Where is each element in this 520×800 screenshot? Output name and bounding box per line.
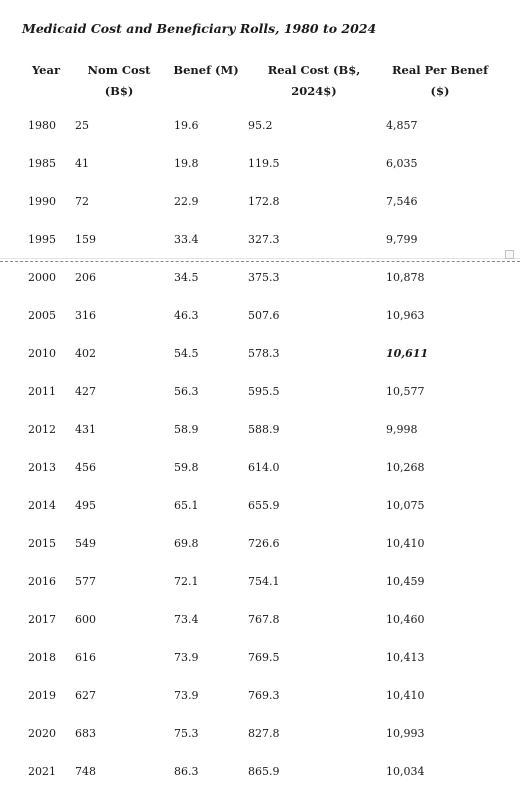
cell-year: 2019 (28, 689, 56, 702)
document-title: Medicaid Cost and Beneficiary Rolls, 1980 to 2024 (22, 21, 377, 36)
cell-nom-cost: 683 (75, 727, 96, 740)
cell-year: 2016 (28, 575, 56, 588)
cell-nom-cost: 72 (75, 195, 89, 208)
cell-nom-cost: 159 (75, 233, 96, 246)
cell-nom-cost: 577 (75, 575, 96, 588)
cell-benef: 19.6 (174, 119, 199, 132)
cell-nom-cost: 549 (75, 537, 96, 550)
table-row (0, 230, 520, 250)
cell-benef: 86.3 (174, 765, 199, 778)
table-row (0, 306, 520, 326)
cell-nom-cost: 402 (75, 347, 96, 360)
cell-benef: 73.9 (174, 689, 199, 702)
cell-real-per-benef: 9,998 (386, 423, 418, 436)
cell-real-per-benef: 10,577 (386, 385, 425, 398)
cell-real-per-benef: 6,035 (386, 157, 418, 170)
cell-nom-cost: 316 (75, 309, 96, 322)
cell-year: 1990 (28, 195, 56, 208)
column-header-real-cost-line1: Real Cost (B$, (267, 63, 361, 77)
cell-year: 2015 (28, 537, 56, 550)
cell-real-cost: 327.3 (248, 233, 280, 246)
cell-real-per-benef: 10,460 (386, 613, 425, 626)
table-row (0, 268, 520, 288)
cell-nom-cost: 495 (75, 499, 96, 512)
cell-benef: 72.1 (174, 575, 199, 588)
table-row (0, 572, 520, 592)
cell-real-per-benef: 4,857 (386, 119, 418, 132)
cell-year: 2013 (28, 461, 56, 474)
column-header-real-per-benef-line2: ($) (430, 84, 450, 98)
cell-benef: 22.9 (174, 195, 199, 208)
cell-real-cost: 726.6 (248, 537, 280, 550)
table-row (0, 610, 520, 630)
cell-nom-cost: 431 (75, 423, 96, 436)
cell-real-cost: 614.0 (248, 461, 280, 474)
cell-real-per-benef: 10,034 (386, 765, 425, 778)
cell-nom-cost: 41 (75, 157, 89, 170)
cell-real-cost: 595.5 (248, 385, 280, 398)
cell-year: 2000 (28, 271, 56, 284)
page-break-line (0, 261, 520, 262)
cell-real-per-benef: 10,410 (386, 537, 425, 550)
cell-year: 2017 (28, 613, 56, 626)
column-header-real-cost-line2: 2024$) (291, 84, 337, 98)
table-row (0, 648, 520, 668)
cell-nom-cost: 600 (75, 613, 96, 626)
cell-year: 1985 (28, 157, 56, 170)
table-row (0, 382, 520, 402)
cell-year: 1980 (28, 119, 56, 132)
table-row (0, 458, 520, 478)
cell-real-per-benef: 10,993 (386, 727, 425, 740)
page-break-shadow (0, 258, 520, 259)
cell-real-cost: 655.9 (248, 499, 280, 512)
table-row (0, 420, 520, 440)
cell-real-cost: 119.5 (248, 157, 280, 170)
table-row (0, 344, 520, 364)
cell-benef: 73.9 (174, 651, 199, 664)
cell-real-cost: 767.8 (248, 613, 280, 626)
table-row (0, 154, 520, 174)
cell-real-cost: 865.9 (248, 765, 280, 778)
table-row (0, 192, 520, 212)
table-row (0, 496, 520, 516)
cell-real-per-benef: 7,546 (386, 195, 418, 208)
cell-benef: 46.3 (174, 309, 199, 322)
column-header-nom-cost-line2: (B$) (104, 84, 134, 98)
cell-real-cost: 375.3 (248, 271, 280, 284)
cell-real-cost: 827.8 (248, 727, 280, 740)
cell-year: 1995 (28, 233, 56, 246)
cell-real-per-benef: 10,075 (386, 499, 425, 512)
column-header-real-cost (252, 60, 376, 102)
column-header-real-per-benef (380, 60, 500, 102)
cell-nom-cost: 427 (75, 385, 96, 398)
cell-benef: 73.4 (174, 613, 199, 626)
column-header-real-per-benef-line1: Real Per Benef (391, 63, 489, 77)
column-header-nom-cost-line1: Nom Cost (87, 63, 151, 77)
cell-real-per-benef: 9,799 (386, 233, 418, 246)
cell-benef: 58.9 (174, 423, 199, 436)
cell-year: 2011 (28, 385, 56, 398)
cell-real-cost: 588.9 (248, 423, 280, 436)
cell-real-cost: 578.3 (248, 347, 280, 360)
cell-real-per-benef: 10,878 (386, 271, 425, 284)
cell-benef: 33.4 (174, 233, 199, 246)
cell-real-per-benef: 10,268 (386, 461, 425, 474)
cell-nom-cost: 616 (75, 651, 96, 664)
cell-year: 2012 (28, 423, 56, 436)
cell-year: 2010 (28, 347, 56, 360)
cell-nom-cost: 206 (75, 271, 96, 284)
cell-nom-cost: 627 (75, 689, 96, 702)
cell-benef: 65.1 (174, 499, 199, 512)
table-row (0, 724, 520, 744)
table-row (0, 686, 520, 706)
table-row (0, 762, 520, 782)
cell-real-per-benef: 10,410 (386, 689, 425, 702)
cell-benef: 75.3 (174, 727, 199, 740)
column-header-benef: Benef (M) (173, 63, 239, 77)
cell-year: 2018 (28, 651, 56, 664)
cell-real-per-benef: 10,413 (386, 651, 425, 664)
cell-nom-cost: 748 (75, 765, 96, 778)
cell-nom-cost: 25 (75, 119, 89, 132)
table-row (0, 534, 520, 554)
column-header-year: Year (31, 63, 61, 77)
cell-nom-cost: 456 (75, 461, 96, 474)
cell-real-per-benef: 10,459 (386, 575, 425, 588)
cell-benef: 34.5 (174, 271, 199, 284)
cell-real-cost: 507.6 (248, 309, 280, 322)
cell-real-cost: 754.1 (248, 575, 280, 588)
cell-benef: 54.5 (174, 347, 199, 360)
cell-year: 2014 (28, 499, 56, 512)
cell-benef: 19.8 (174, 157, 199, 170)
cell-real-cost: 769.5 (248, 651, 280, 664)
cell-real-cost: 769.3 (248, 689, 280, 702)
resize-handle[interactable] (505, 250, 514, 259)
cell-year: 2021 (28, 765, 56, 778)
cell-real-cost: 95.2 (248, 119, 273, 132)
cell-real-cost: 172.8 (248, 195, 280, 208)
cell-benef: 56.3 (174, 385, 199, 398)
cell-real-per-benef: 10,611 (386, 347, 429, 360)
cell-benef: 69.8 (174, 537, 199, 550)
cell-year: 2020 (28, 727, 56, 740)
column-header-nom-cost (78, 60, 160, 102)
cell-real-per-benef: 10,963 (386, 309, 425, 322)
table-row (0, 116, 520, 136)
cell-benef: 59.8 (174, 461, 199, 474)
cell-year: 2005 (28, 309, 56, 322)
